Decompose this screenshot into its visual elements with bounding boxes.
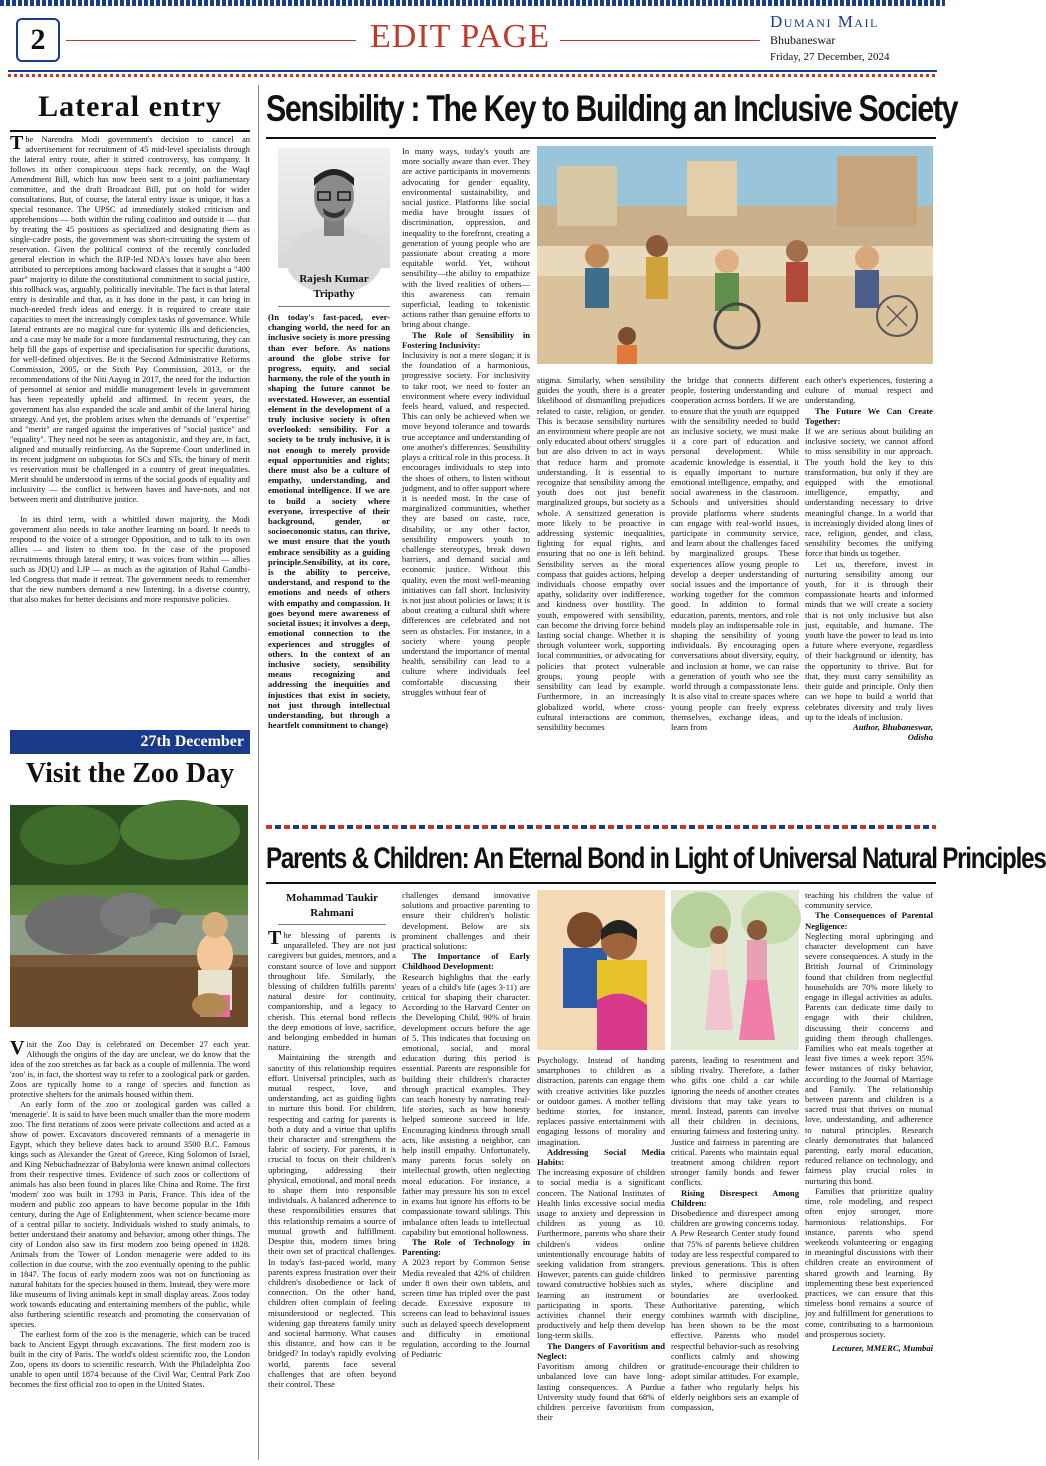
sensibility-byline-1: Author, Bhubaneswar, (852, 721, 933, 732)
sensibility-headline-rule (266, 137, 936, 139)
zoo-photo (10, 805, 248, 1027)
parents-col1-text: The blessing of parents is unparalleled. They are not just caregivers but guides, mentors, and a constant source of love and support throughout life. Similarly, the blessing of children fulfills parents' natural desire for continuity, companionship, and a legacy to cherish. This eternal bond reflects the deep emotions of love, sacrifice, and belonging embedded in human nature. (268, 927, 396, 1053)
parents-col2-text: challenges demand innovative solutions and proactive parenting to ensure their children's holistic development. Below are six prominent challenges and their practical solutions: (402, 890, 530, 952)
lateral-title-rule (10, 130, 250, 132)
page-number-box (16, 18, 60, 62)
parents-col1-text-b: Maintaining the strength and sanctity of this relationship requires effort. Universal principles, such as mutual respect, love, and understanding, act as guiding lights to nurture this bond. For children, respecting and caring for parents is both a duty and a virtue that uplifts their character and strengthens the fabric of society. For parents, it is crucial to focus on their children's upbringing, addressing their physical, emotional, and moral needs to shape them into responsible individuals. A balanced adherence to these responsibilities ensures that this relationship remains a source of mutual growth and fulfillment. Despite this, modern times bring their own set of practical challenges. In today's fast-paced world, many parents express frustration over their children's disobedience or lack of connection. On the other hand, children often complain of feeling misunderstood or neglected. This widening gap threatens family unity and societal harmony. What causes this distance, and how can it be bridged? In today's rapidly evolving world, parents face several challenges that are often beyond their control. These (268, 1052, 396, 1389)
parents-col-4 (671, 1055, 799, 1460)
zoo-date-banner (10, 730, 250, 754)
parents-col3-sub: Addressing Social Media Habits: (537, 1146, 665, 1168)
zoo-paragraph-2: An early form of the zoo or zoological garden was called a 'menagerie'. It is said to have been much smaller than the more modern zoo. The first iterations of zoos were private collections and acted as a show of power. Excavators discovered remnants of a menagerie in Egypt, which they believe dates back to around 3500 B.C. Famous kings such as Alexander the Great of Greece, King Solomon of Israel, and King Nebuchadnezzar of Babylonia were known animal collectors from their respective times. Evidence of such zoos or collections of animals has also been found in places like China and Rome. The first 'modern' zoo was built in 1793 in Paris, France. This idea of the modern and public zoo appears to have become popular in the 18th century, during the Age of Enlightenment, when science became more of a central pillar to society. Individuals wished to study animals, to better understand their anatomy and behavior, among other things. The city of London also saw its first modern zoo being opened in 1828. Animals from the Tower of London menagerie were added to its collection in due course, with the zoo eventually opening to the public in 1847. The focus of early modern zoos was not on functioning as natural habitats for the species housed in them. Instead, they were more like museums of living animals kept in small display areas. Zoos today work towards educating and entertaining members of the public, while also furthering scientific research and promoting the conservation of species. (10, 1100, 250, 1329)
parents-col2-sub2: The Role of Technology in Parenting: (402, 1236, 530, 1258)
parents-col5-text-c: Families that prioritize quality time, role modeling, and respect often enjoy stronger, more harmonious relationships. For instance, parents who spend weekends volunteering or engaging in meaningful discussions with their children create an environment of shared growth and learning. By implementing these best experienced practices, we can ensure that this timeless bond remains a source of joy and fulfillment for generations to come, contributing to a harmonious and prosperous society. (805, 1185, 933, 1339)
sensibility-author-rule (278, 306, 390, 307)
sensibility-col-4 (671, 375, 799, 818)
zoo-date: 27th December (140, 733, 244, 750)
sensibility-intro-text: (In today's fast-paced, ever-changing world, the need for an inclusive society is more pressing than ever before. As nations around the globe strive for progress, equity, and social harmony, the role of the youth in shaping the future cannot be overstated. However, an essential element in the development of a truly inclusive society is often overlooked: sensibility. For a society to be truly inclusive, it is not enough to merely provide equal opportunities and rights; there must also be a culture of empathy, understanding, and emotional intelligence. If we are to build a society where everyone, irrespective of their background, gender, or socioeconomic status, can thrive, we must ensure that the youth embrace sensibility as a guiding principle.Sensibility, at its core, is the ability to perceive, understand, and respond to the emotions and needs of others with empathy and compassion. It goes beyond mere awareness of societal issues; it involves a deep, emotional connection to the experiences and struggles of others. In the context of an inclusive society, sensibility means recognizing and addressing the inequities and injustices that exist in society, not just through intellectual understanding, but through a heartfelt commitment to change) (268, 312, 390, 731)
sensibility-col5-text-c: Let us, therefore, invest in nurturing sensibility among our youth, for it is through their compassionate hearts and informed minds that we will create a society that is not only inclusive but also just, equitable, and humane. The youth have the power to lead us into a future where everyone, regardless of their background or identity, has the opportunity to thrive. But for that, they must carry sensibility as their guide and principle. Only then can we hope to build a world that celebrates diversity and truly lives up to the ideals of inclusion. (805, 558, 933, 722)
parents-col2-text-c: A 2023 report by Common Sense Media revealed that 42% of children under 8 own their own tablets, and screen time has tripled over the past decade. Excessive exposure to screens can lead to behavioral issues such as delayed speech development and difficulty in emotional regulation, according to the Journal of Pediatric (402, 1257, 530, 1360)
section-title: EDIT PAGE (370, 18, 550, 55)
parents-col4-text: parents, leading to resentment and sibling rivalry. Therefore, a father who gifts one child a car while ignoring the needs of another creates divisions that may take years to mend. Instead, parents can involve all their children in decisions, ensuring fairness and fostering unity. Justice and fairness in parenting are critical. Parents who maintain equal treatment among children report stronger family bonds and fewer conflicts. (671, 1055, 799, 1188)
masthead-bottom-rule (8, 70, 937, 72)
parents-col-3 (537, 1055, 665, 1460)
parents-col2-sub1: The Importance of Early Childhood Development: (402, 951, 530, 972)
parents-col3-text: Psychology. Instead of handing smartphones to children as a distraction, parents can engage them with creative activities like puzzles or outdoor games. A mother telling bedtime stories, for instance, replaces passive entertainment with engaging lessons of morality and imagination. (537, 1055, 665, 1147)
parents-col5-text: teaching his children the value of community service. (805, 890, 933, 911)
sensibility-col5-sub: The Future We Can Create Together: (805, 405, 933, 426)
paper-name: Dumani Mail (770, 12, 879, 31)
parents-photo-2 (671, 890, 799, 1050)
parents-headline-rule (266, 882, 936, 884)
sensibility-col-3 (537, 375, 665, 818)
zoo-body (10, 1037, 250, 1460)
sensibility-headline: Sensibility : The Key to Building an Inclusive Society (266, 88, 958, 129)
masthead-bottom-dots (8, 74, 937, 77)
sensibility-col-2 (402, 146, 530, 818)
sensibility-col2-text-b: Inclusivity is not a mere slogan; it is the foundation of a harmonious, progressive society. For inclusivity to take root, we need to foster an environment where every individual feels heard, valued, and respected. This can only be achieved when we move beyond tolerance and towards true acceptance and understanding of one another's differences. Sensibility plays a critical role in this process. It encourages individuals to step into the shoes of others, to listen without judgment, and to offer support where it is needed most. In the case of marginalized communities, whether they are based on caste, race, disability, or any other factor, sensibility empowers youth to challenge stereotypes, break down barriers, and demand social and economic justice. Without this quality, even the most well-meaning initiatives can fall short. Inclusivity is not just about policies or laws; it is about creating a cultural shift where differences are celebrated and not seen as obstacles. For instance, in a society where young people understand the importance of mental health, sensibility can lead to a culture where individuals feel comfortable discussing their struggles without fear of (402, 350, 530, 697)
sensibility-col5-text-b: If we are serious about building an inclusive society, we cannot afford to miss sensibility in our approach. The youth hold the key to this transformation, but only if they are equipped with the emotional intelligence, empathy, and understanding necessary to drive meaningful change. In a world that is increasingly divided along lines of race, religion, gender, and class, sensibility becomes the unifying force that binds us together. (805, 426, 933, 559)
masthead-line-right (560, 40, 760, 41)
sensibility-byline-2: Odisha (907, 731, 933, 742)
lateral-paragraph-1: The Narendra Modi government's decision to cancel an advertisement for recruitment of 45 mid-level specialists through the lateral entry route, after it stirred controversy, has company. It follows its other conspicuous steps back recently, on the Waqf Amendment Bill, which has now been sent to a joint parliamentary committee, and the draft Broadcast Bill, put on hold for wider consultations. But, of course, the lateral entry issue is unique, it has a special resonance. The UPSC ad immediately stoked criticism and apprehensions — both within the ruling coalition and outside it — that by treating the 45 positions as specialized and designating them as single-cadre posts, the government was short-circuiting the system of reservation. Given the political context of the recently concluded general election in which the BJP-led NDA's losses have also been attributed to perceptions among backward classes that it sought a "400 paar" majority to dilute the constitutional commitment to social justice, this rollback was, arguably, politically inevitable. The fact is that lateral entry is desirable and that, as it has done in the past, it can bring in much-needed fresh ideas and energy. It is required to create state capacities to meet the increasingly complex tasks of governance. While lateral entrants are no magical cure for systemic ills and deficiencies, and a case may be made for a more fundamental restructuring, they can help fill the gaps of expertise and specialisation for specific durations, for well-defined objectives. Be it the Second Administrative Reforms Commission, 2005, or the Sixth Pay Commission, 2013, or the recommendations of the Niti Aayog in 2017, the need for the induction of personnel at senior and middle management levels in government has been repeatedly upheld and affirmed. In recent years, the government has also expanded the scale and ambit of the lateral hiring strategy. And yet, the problem arises when the demands of "expertise" and "merit" are ranged against the imperatives of "social justice" and "equality". They need not be seen as antagonistic, and they are, in fact, aligned and mutually reinforcing. As the Supreme Court underlined in its recent judgment on subquotas for SCs and STs, the binary of merit vs reservation must be challenged in a country of great inequalities. Merit should be understood in terms of the social goods of equality and inclusivity — the conflict is between haves and have-nots, and not between merit and distributive justice. (10, 132, 250, 504)
parents-col5-text-b: Neglecting moral upbringing and character development can have severe consequences. A study in the British Journal of Criminology found that children from neglectful households are 70% more likely to engage in illegal activities as adults. Parents can dedicate time daily to engage with their children, discussing their concerns and guiding them through challenges. Families who eat meals together at least five times a week report 35% fewer instances of risky behavior, according to the Journal of Marriage and Family. The relationship between parents and children is a sacred trust that thrives on mutual love, understanding, and adherence to natural principles. Research clearly demonstrates that balanced parenting, early moral education, reduced reliance on technology, and fairness play crucial roles in nurturing this bond. (805, 930, 933, 1186)
zoo-title: Visit the Zoo Day (25, 758, 235, 789)
parents-col3-text-c: Favoritism among children or unbalanced love can have long-lasting consequences. A Purdue University study found that 68% of children perceive favoritism from their (537, 1361, 665, 1423)
parents-col5-sub: The Consequences of Parental Negligence: (805, 910, 933, 931)
sensibility-author-name-1: Rajesh Kumar (299, 273, 369, 285)
sensibility-col2-sub: The Role of Sensibility in Fostering Inclusivity: (402, 329, 530, 350)
city: Bhubaneswar (770, 33, 836, 47)
page-number: 2 (30, 23, 46, 56)
parents-col3-sub2: The Dangers of Favoritism and Neglect: (537, 1340, 665, 1361)
parents-author-rule (278, 924, 386, 925)
zoo-paragraph-1: Visit the Zoo Day is celebrated on December 27 each year. Although the origins of the day are unclear, we do know that the idea of the zoo stretches as far back as a couple of millennia. The word 'zoo' is, in fact, the shortest way to refer to a zoological park or garden. Zoos are typically home to a range of species and function as protective shelters for the animals housed within them. (10, 1037, 250, 1099)
lateral-body (10, 132, 250, 725)
sensibility-col4-text: the bridge that connects different people, fostering understanding and cooperation across borders. If we are to ensure that the youth are equipped with the sensibility needed to build an inclusive society, we must make it a core part of education and personal development. While academic knowledge is essential, it is equally important to nurture emotional intelligence, empathy, and social awareness in the classroom. Schools and universities should provide platforms where students can engage with real-world issues, participate in community service, and learn about the challenges faced by marginalized groups. These experiences allow young people to develop a deeper understanding of social issues and the importance of working together for the common good. In addition to formal education, parents, mentors, and role models play an indispensable role in shaping the sensibility of young individuals. By encouraging open conversations about diversity, equity, and inclusion at home, we can raise a generation of youth who see the world through a compassionate lens. It is also vital to create spaces where young people can freely express themselves, exchange ideas, and learn from (671, 375, 799, 732)
top-border (0, 0, 945, 6)
masthead-line-left (66, 40, 356, 41)
parents-author-name-1: Mohammad Taukir (286, 892, 378, 904)
parents-byline: Lecturer, MMERC, Mumbai (831, 1342, 933, 1353)
article-separator (266, 825, 936, 829)
zoo-paragraph-3: The earliest form of the zoo is the menagerie, which can be traced back to Ancient Egypt through excavations. The first modern zoo is built in the city of Paris. The world's oldest scientific zoo, the London Zoo, opens its doors to scientific research. With the Philadelphia Zoo unable to open until 1874 because of the Civil War, Central Park Zoo becomes the first official zoo to open in the United States. (10, 1330, 250, 1389)
parents-col-2 (402, 890, 530, 1460)
sensibility-illustration (537, 146, 933, 364)
mother-child-illustration (537, 890, 665, 1050)
column-divider (258, 85, 259, 1460)
parents-col4-text-b: Disobedience and disrespect among children are growing concerns today. A Pew Research Center study found that 75% of parents believe children today are less respectful compared to previous generations. This is often linked to permissive parenting styles, where discipline and boundaries are overlooked. Authoritative parenting, which combines warmth with discipline, has been shown to be the most effective. Parents who model respectful behavior-such as resolving conflicts calmly and showing gratitude-encourage their children to adopt similar attitudes. For example, a father who regularly helps his elderly neighbors sets an example of compassion, (671, 1208, 799, 1412)
sensibility-col3-text: stigma. Similarly, when sensibility guides the youth, there is a greater likelihood of dismantling prejudices related to caste, religion, or gender. This is because sensibility nurtures an environment where people are not only educated about others' struggles but are also driven to act in ways that reduce harm and promote understanding. It is essential to recognize that sensibility among the youth does not just benefit marginalized groups, but society as a whole. A sensitized generation is more likely to be proactive in addressing systemic inequalities, fighting for equal rights, and ensuring that no one is left behind. Sensibility serves as the moral compass that guides actions, helping individuals choose empathy over apathy, solidarity over indifference, and kindness over hostility. The youth, empowered with sensibility, can become the driving force behind lasting social change. Whether it is through volunteer work, supporting local communities, or advocating for policies that protect vulnerable groups, young people with sensibility can lead by example. Furthermore, in an increasingly globalized world, where cross-cultural interactions are common, sensibility becomes (537, 375, 665, 732)
parents-col3-text-b: The increasing exposure of children to social media is a significant concern. The National Institutes of Health links excessive social media usage to anxiety and depression in children as young as 10. Furthermore, parents who share their children's videos online unintentionally encourage habits of seeking validation from strangers. However, parents can guide children toward constructive hobbies such as learning an instrument or participating in sports. These activities channel their energy productively and help them develop long-term skills. (537, 1167, 665, 1341)
parents-author-name-2: Rahmani (310, 907, 354, 919)
parents-col2-text-b: Research highlights that the early years of a child's life (ages 3-11) are critical for shaping their character. According to the Harvard Center on the Developing Child, 90% of brain development occurs before the age of 5. This indicates that focusing on emotional, social, and moral education during this period is essential. Parents are responsible for building their children's character through practical examples. They can teach honesty by narrating real-life stories, such as how honesty helped someone succeed in life. Encouraging kindness through small acts, like assisting a neighbor, can help instill empathy. Unfortunately, many parents focus solely on intellectual growth, often neglecting moral education. For instance, a father may pressure his son to excel in exams but ignore his efforts to be compassionate toward siblings. This imbalance often leads to intellectual capability but emotional hollowness. (402, 971, 530, 1237)
sensibility-author-photo (278, 148, 390, 268)
family-illustration (671, 890, 799, 1050)
sensibility-author-name-2: Tripathy (313, 288, 355, 300)
sensibility-col2-text: In many ways, today's youth are more socially aware than ever. They are active participants in movements advocating for gender equality, environmental sustainability, and social justice. Platforms like social media have brought issues of discrimination, oppression, and inequality to the forefront, creating a generation of young people who are passionate about creating a more equitable world. Yet, without sensibility—the ability to empathize with the lived realities of others—this awareness can remain superficial, leading to tokenistic actions rather than genuine efforts to bring about change. (402, 146, 530, 330)
inclusive-society-illustration (537, 146, 933, 364)
lateral-paragraph-2: In its third term, with a whittled down majority, the Modi government also needs to take another learning on board. It needs to respond to the voice of a stronger Opposition, and to talk to its own allies — and listen to them too. In the case of the proposed recruitments through lateral entry, it was voices from within — allies such as JD(U) and LJP — as much as the agitation of Rahul Gandhi-led Congress that made it retreat. The government needs to remember that the new numbers demand a new listening. In a diverse country, that also makes for better decisions and more responsive policies. (10, 515, 250, 604)
parents-col4-sub: Rising Disrespect Among Children: (671, 1187, 799, 1208)
lateral-title: Lateral entry (38, 90, 222, 123)
zoo-illustration (10, 805, 248, 1027)
sensibility-col5-text: each other's experiences, fostering a culture of mutual respect and understanding. (805, 375, 933, 406)
parents-photo-1 (537, 890, 665, 1050)
date: Friday, 27 December, 2024 (770, 51, 890, 63)
author-portrait (278, 148, 390, 268)
sensibility-col-5 (805, 375, 933, 805)
parents-col-1 (268, 927, 396, 1460)
sensibility-intro (268, 312, 390, 820)
parents-headline: Parents & Children: An Eternal Bond in Light of Universal Natural Principles (266, 842, 1046, 875)
parents-col-5 (805, 890, 933, 1460)
